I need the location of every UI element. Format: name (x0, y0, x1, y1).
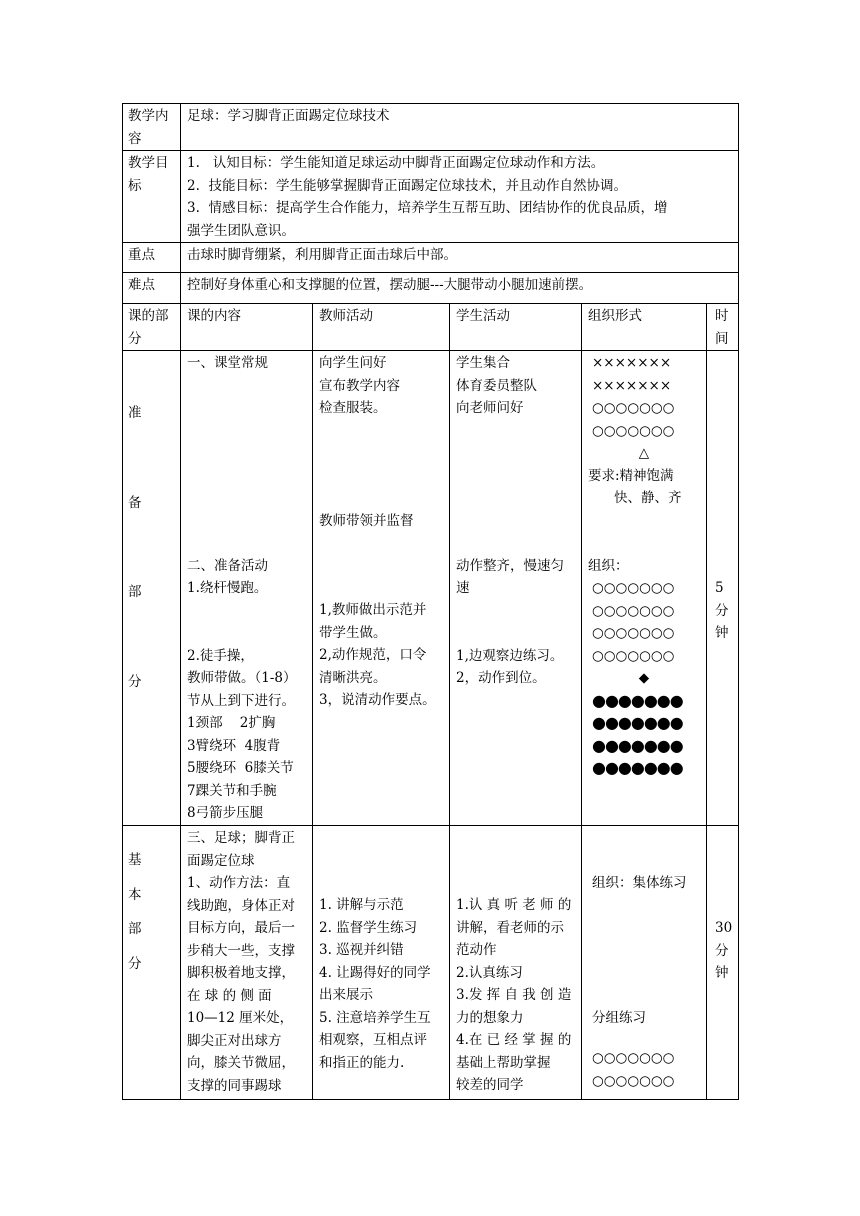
lesson-plan-table (122, 103, 739, 1100)
prep-teacher-line: 向学生问好 (319, 355, 387, 371)
prep-teacher-line: 1,教师做出示范并 (319, 602, 427, 618)
basic-part-char: 部 (128, 921, 142, 937)
basic-student-line: 力的想象力 (456, 1009, 524, 1026)
goal-item: 3. 情感目标：提高学生合作能力，培养学生互帮互助、团结协作的优良品质，增 (187, 200, 668, 216)
basic-student-line: 较差的同学 (456, 1077, 524, 1093)
prep-part-char: 准 (128, 405, 142, 421)
formation-row-cross: ××××××× (592, 377, 672, 394)
value-difficulty: 控制好身体重心和支撑腿的位置，摆动腿---大腿带动小腿加速前摆。 (181, 273, 739, 304)
basic-time-line: 30 (715, 920, 733, 936)
goal-item: 1. 认知目标：学生能知道足球运动中脚背正面踢定位球动作和方法。 (187, 155, 605, 171)
prep-teacher-lead: 教师带领并监督 (319, 512, 414, 529)
value-goals (181, 151, 739, 243)
label-content-text: 教学内容 (128, 108, 169, 147)
prep-content (181, 351, 313, 826)
prep-a-title: 一、课堂常规 (187, 355, 268, 371)
prep-time (707, 351, 739, 826)
prep-b2-line: 2.徒手操， (187, 647, 254, 664)
prep-part (123, 351, 181, 826)
goal-item: 强学生团队意识。 (187, 222, 295, 239)
header-org: 组织形式 (582, 304, 707, 351)
basic-part-char: 分 (128, 955, 142, 972)
basic-part-char: 基 (128, 852, 142, 868)
formation-row-circle: ○○○○○○○ (592, 1050, 675, 1066)
row-difficulty (123, 273, 739, 304)
formation-row-dot: ●●●●●●● (592, 690, 683, 710)
header-content: 课的内容 (181, 304, 313, 351)
value-content: 足球：学习脚背正面踢定位球技术 (181, 104, 739, 151)
prep-part-char: 部 (128, 584, 142, 600)
basic-method-line: 脚尖正对出球方 (187, 1032, 282, 1049)
prep-b-title: 二、准备活动 (187, 557, 268, 574)
header-time: 时间 (707, 304, 739, 351)
prep-b2-line: 8弓箭步压腿 (187, 805, 264, 821)
basic-student-line: 2.认真练习 (456, 964, 523, 981)
basic-method-line: 目标方向，最后一 (187, 920, 295, 936)
label-goals: 教学目标 (123, 151, 181, 243)
basic-teacher-line: 出来展示 (319, 987, 373, 1003)
basic-method-line: 10—12 厘米处， (187, 1010, 294, 1026)
prep-org (582, 351, 707, 826)
row-basic (123, 826, 739, 1100)
label-difficulty: 难点 (123, 273, 181, 304)
prep-time-line: 分 (715, 602, 729, 619)
formation-row-circle: ○○○○○○○ (592, 647, 675, 664)
prep-student-line: 动作整齐，慢速匀 (456, 557, 564, 574)
prep-student-line: 体育委员整队 (456, 377, 537, 394)
prep-teacher-line: 宣布教学内容 (319, 377, 400, 394)
basic-method-line: 脚积极着地支撑， (187, 965, 295, 981)
basic-teacher (313, 826, 450, 1100)
header-teacher: 教师活动 (313, 304, 450, 351)
formation-row-circle: ○○○○○○○ (592, 400, 675, 416)
basic-time-line: 分 (715, 942, 729, 959)
prep-teacher (313, 351, 450, 826)
basic-content (181, 826, 313, 1100)
basic-method-line: 步稍大一些，支撑 (187, 942, 295, 959)
prep-part-char: 分 (128, 673, 142, 690)
formation-row-circle: ○○○○○○○ (592, 602, 675, 619)
prep-student-line: 向老师问好 (456, 400, 524, 416)
basic-student-line: 4.在 已 经 掌 握 的 (456, 1032, 572, 1048)
prep-b1: 1.绕杆慢跑。 (187, 580, 268, 596)
basic-student-line: 范动作 (456, 942, 497, 958)
row-content (123, 104, 739, 151)
basic-student-line: 讲解，看老师的示 (456, 919, 564, 936)
basic-org-a: 组织：集体练习 (592, 875, 687, 891)
value-key-point: 击球时脚背绷紧，利用脚背正面击球后中部。 (181, 243, 739, 273)
basic-student-line: 3.发 挥 自 我 创 造 (456, 987, 572, 1003)
prep-b2-line: 1颈部 2扩胸 (187, 715, 276, 731)
formation-row-cross: ××××××× (592, 355, 672, 371)
prep-b2-line: 7踝关节和手腕 (187, 782, 277, 799)
row-key-point (123, 243, 739, 273)
prep-student-line: 1,边观察边练习。 (456, 647, 564, 664)
label-content (123, 104, 181, 151)
basic-student-line: 基础上帮助掌握 (456, 1054, 551, 1071)
basic-method-line: 向，膝关节微屈， (187, 1055, 295, 1071)
formation-row-circle: ○○○○○○○ (592, 1072, 675, 1089)
teacher-triangle-icon: △ (638, 445, 650, 461)
formation-row-dot: ●●●●●●● (592, 735, 683, 755)
basic-student (450, 826, 582, 1100)
basic-time-line: 钟 (715, 965, 729, 981)
row-header (123, 304, 739, 351)
basic-teacher-line: 5. 注意培养学生互 (319, 1009, 431, 1026)
prep-part-char: 备 (128, 494, 142, 511)
prep-time-line: 5 (715, 580, 724, 596)
goal-item: 2. 技能目标：学生能够掌握脚背正面踢定位球技术，并且动作自然协调。 (187, 177, 627, 194)
prep-b2-line: 节从上到下进行。 (187, 692, 295, 709)
prep-b2-line: 5腰绕环 6膝关节 (187, 760, 294, 776)
header-part: 课的部分 (123, 304, 181, 351)
basic-org-b: 分组练习 (592, 1009, 646, 1026)
row-prep (123, 351, 739, 826)
prep-student (450, 351, 582, 826)
formation-row-dot: ●●●●●●● (592, 758, 683, 777)
row-goals (123, 151, 739, 243)
basic-student-line: 1.认 真 听 老 师 的 (456, 897, 572, 913)
formation-row-circle: ○○○○○○○ (592, 422, 675, 439)
basic-title: 三、足球；脚背正 (187, 830, 295, 846)
basic-method-line: 1、动作方法：直 (187, 875, 291, 891)
prep-teacher-line: 检查服装。 (319, 400, 387, 416)
prep-time-line: 钟 (715, 625, 729, 641)
org-requirement: 要求:精神饱满 (588, 467, 674, 484)
prep-b2-line: 教师带做。（1-8） (187, 670, 297, 686)
prep-teacher-line: 2,动作规范，口令 (319, 647, 427, 663)
prep-student-line: 速 (456, 580, 470, 596)
basic-teacher-line: 3. 巡视并纠错 (319, 942, 404, 958)
basic-org (582, 826, 707, 1100)
header-student: 学生活动 (450, 304, 582, 351)
basic-method-line: 在 球 的 侧 面 (187, 987, 272, 1004)
basic-part-char: 本 (128, 886, 142, 903)
basic-teacher-line: 相观察，互相点评 (319, 1032, 427, 1048)
formation-row-dot: ●●●●●●● (592, 713, 683, 732)
basic-time (707, 826, 739, 1100)
org-label: 组织： (588, 557, 629, 574)
formation-row-circle: ○○○○○○○ (592, 580, 675, 596)
basic-teacher-line: 4. 让踢得好的同学 (319, 964, 431, 981)
prep-teacher-line: 清晰洪亮。 (319, 669, 387, 686)
prep-student-line: 2，动作到位。 (456, 670, 546, 686)
basic-teacher-line: 和指正的能力. (319, 1054, 405, 1071)
teacher-diamond-icon: ◆ (638, 670, 650, 686)
basic-method-line: 支撑的同事踢球 (187, 1077, 282, 1094)
basic-teacher-line: 2. 监督学生练习 (319, 919, 418, 936)
basic-method-line: 线助跑，身体正对 (187, 897, 295, 914)
basic-teacher-line: 1. 讲解与示范 (319, 897, 404, 913)
prep-b2-line: 3臂绕环 4腹背 (187, 737, 281, 754)
formation-row-circle: ○○○○○○○ (592, 625, 675, 641)
label-key-point: 重点 (123, 243, 181, 273)
org-requirement: 快、静、齐 (614, 490, 682, 506)
basic-title: 面踢定位球 (187, 852, 255, 869)
prep-teacher-line: 带学生做。 (319, 624, 387, 641)
basic-part (123, 826, 181, 1100)
prep-student-line: 学生集合 (456, 355, 510, 371)
prep-teacher-line: 3，说清动作要点。 (319, 692, 436, 708)
